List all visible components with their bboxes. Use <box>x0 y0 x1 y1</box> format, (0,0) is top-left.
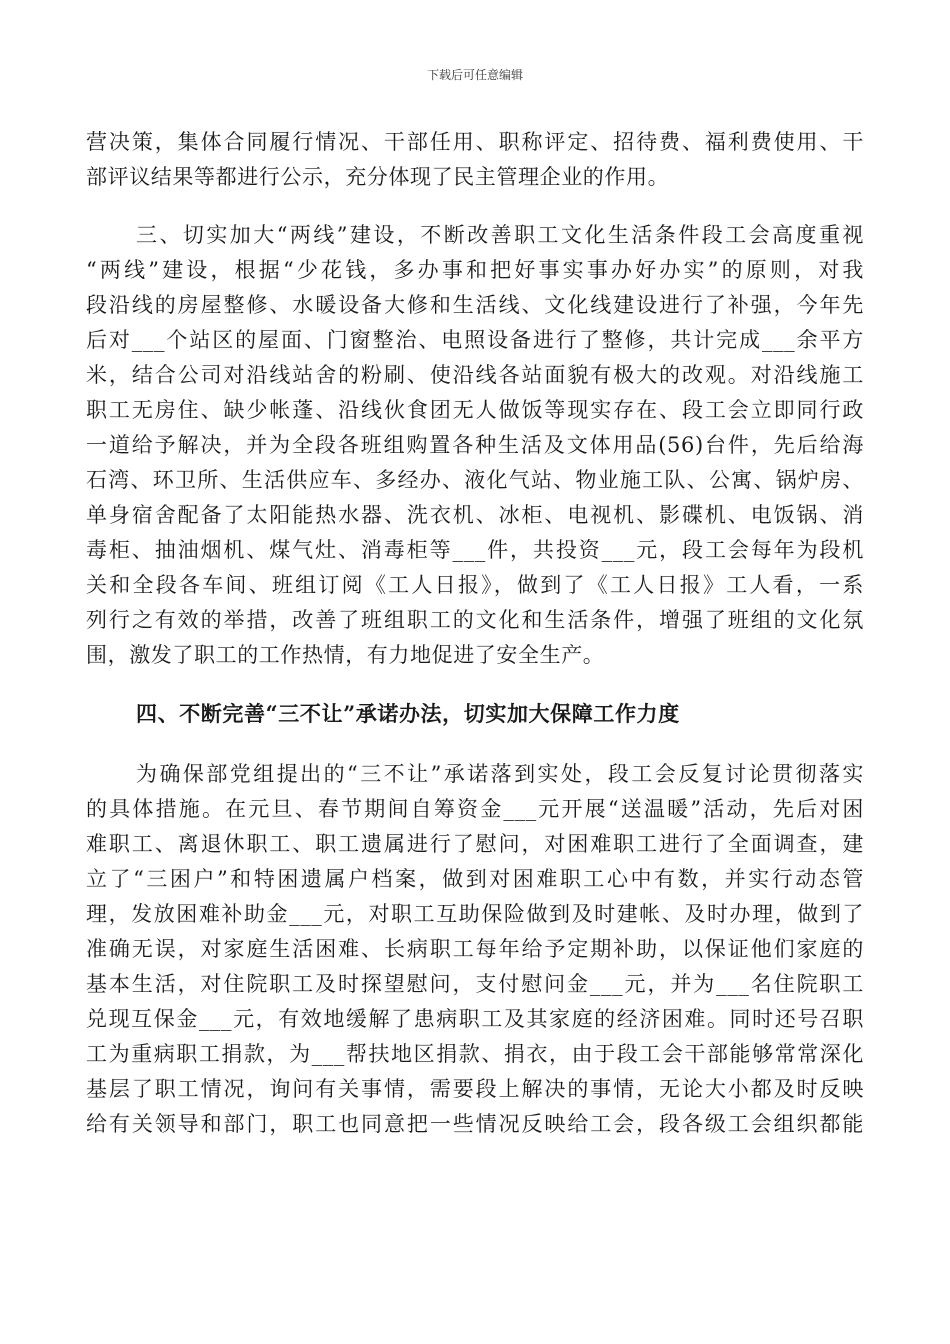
text-line: 工为重病职工捐款，为___帮扶地区捐款、捐衣，由于段工会干部能够常常深化 <box>86 1042 864 1066</box>
text-line: 米，结合公司对沿线站舍的粉刷、使沿线各站面貌有极大的改观。对沿线施工 <box>86 363 864 387</box>
text-line: 列行之有效的举措，改善了班组职工的文化和生活条件，增强了班组的文化氛 <box>86 608 864 632</box>
text-line: 的具体措施。在元旦、春节期间自筹资金___元开展“送温暖”活动，先后对困 <box>86 797 864 821</box>
paragraph-start: 三、切实加大“两线”建设，不断改善职工文化生活条件段工会高度重视 <box>136 223 864 247</box>
text-line: “两线”建设，根据“少花钱，多办事和把好事实事办好办实”的原则，对我 <box>86 258 864 282</box>
text-line: 准确无误，对家庭生活困难、长病职工每年给予定期补助，以保证他们家庭的 <box>86 937 864 961</box>
text-line: 兑现互保金___元，有效地缓解了患病职工及其家庭的经济困难。同时还号召职 <box>86 1007 864 1031</box>
text-line: 段沿线的房屋整修、水暖设备大修和生活线、文化线建设进行了补强，今年先 <box>86 293 864 317</box>
text-line: 后对___个站区的屋面、门窗整治、电照设备进行了整修，共计完成___余平方 <box>86 328 864 352</box>
text-line: 关和全段各车间、班组订阅《工人日报》，做到了《工人日报》工人看，一系 <box>86 573 864 597</box>
text-line: 围，激发了职工的工作热情，有力地促进了安全生产。 <box>86 643 605 667</box>
text-line: 给有关领导和部门，职工也同意把一些情况反映给工会，段各级工会组织都能 <box>86 1112 864 1136</box>
text-line: 理，发放困难补助金___元，对职工互助保险做到及时建帐、及时办理，做到了 <box>86 902 864 926</box>
text-line: 部评议结果等都进行公示，充分体现了民主管理企业的作用。 <box>86 165 670 189</box>
paragraph-start: 为确保部党组提出的“三不让”承诺落到实处，段工会反复讨论贯彻落实 <box>136 762 864 786</box>
text-line: 单身宿舍配备了太阳能热水器、洗衣机、冰柜、电视机、影碟机、电饭锅、消 <box>86 503 864 527</box>
page-header: 下载后可任意编辑 <box>426 68 523 82</box>
text-line: 一道给予解决，并为全段各班组购置各种生活及文体用品(56)台件，先后给海 <box>86 433 864 457</box>
text-line: 立了“三困户”和特困遗属户档案，做到对困难职工心中有数，并实行动态管 <box>86 867 864 891</box>
text-line: 基本生活，对住院职工及时探望慰问，支付慰问金___元，并为___名住院职工 <box>86 972 864 996</box>
text-line: 石湾、环卫所、生活供应车、多经办、液化气站、物业施工队、公寓、锅炉房、 <box>86 468 864 492</box>
text-line: 毒柜、抽油烟机、煤气灶、消毒柜等___件，共投资___元，段工会每年为段机 <box>86 538 864 562</box>
text-line: 基层了职工情况，询问有关事情，需要段上解决的事情，无论大小都及时反映 <box>86 1077 864 1101</box>
section-heading: 四、不断完善“三不让”承诺办法，切实加大保障工作力度 <box>136 701 680 726</box>
text-line: 职工无房住、缺少帐蓬、沿线伙食团无人做饭等现实存在、段工会立即同行政 <box>86 398 864 422</box>
text-line: 难职工、离退休职工、职工遗属进行了慰问，对困难职工进行了全面调查，建 <box>86 832 864 856</box>
text-line: 营决策，集体合同履行情况、干部任用、职称评定、招待费、福利费使用、干 <box>86 130 864 154</box>
